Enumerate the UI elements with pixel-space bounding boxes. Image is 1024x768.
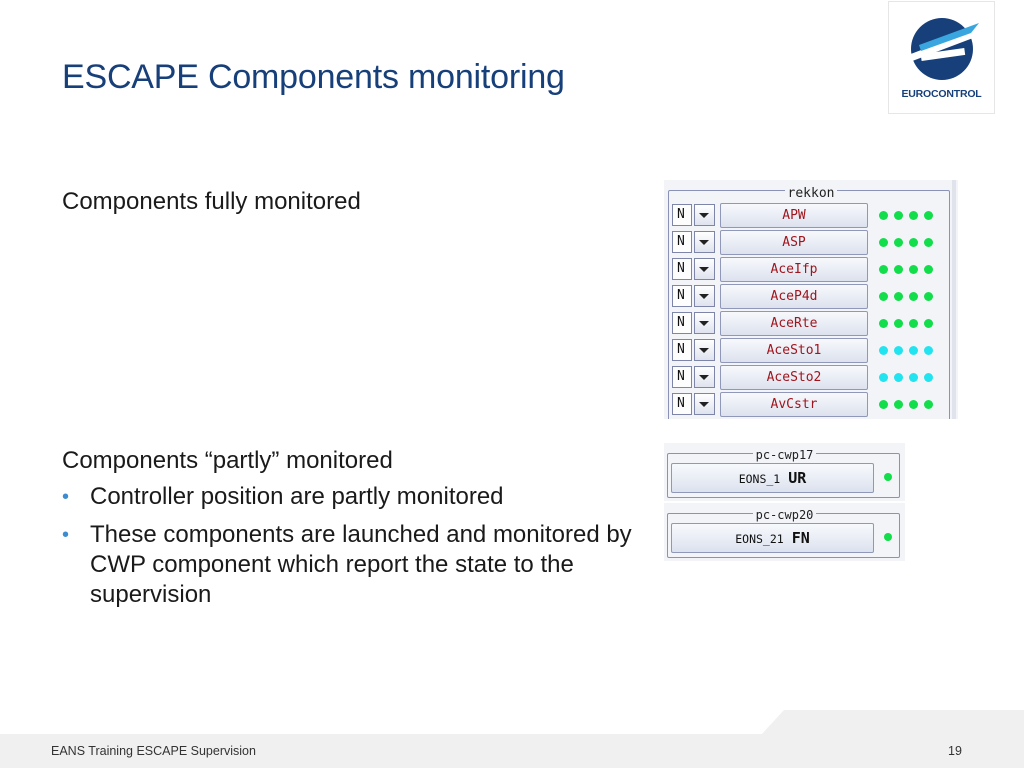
status-led-icon: [894, 265, 903, 274]
cwp-component-button[interactable]: [671, 463, 874, 493]
rekkon-panel: [664, 180, 958, 419]
mode-dropdown-button[interactable]: [694, 393, 715, 415]
status-led-icon: [879, 211, 888, 220]
mode-field[interactable]: N: [672, 258, 692, 280]
fully-monitored-heading: Components fully monitored: [62, 188, 361, 215]
bullet-list: [62, 482, 652, 618]
page-title: ESCAPE Components monitoring: [62, 58, 565, 96]
status-led-icon: [909, 238, 918, 247]
component-row: [672, 392, 944, 419]
component-rows: [672, 203, 944, 419]
status-leds: [879, 400, 939, 410]
mode-dropdown-button[interactable]: [694, 339, 715, 361]
bullet-icon: •: [62, 486, 70, 508]
mode-field[interactable]: N: [672, 231, 692, 253]
eurocontrol-emblem-icon: [901, 11, 983, 87]
status-led-icon: [924, 400, 933, 409]
status-led-icon: [879, 238, 888, 247]
status-led-icon: [879, 319, 888, 328]
status-led-icon: [909, 265, 918, 274]
footer-tab: [760, 710, 1024, 736]
component-row: [672, 203, 944, 230]
chevron-down-icon: [699, 213, 709, 218]
logo-text: EUROCONTROL: [901, 88, 982, 100]
status-led-icon: [909, 211, 918, 220]
panel-title: rekkon: [785, 186, 838, 201]
mode-dropdown-button[interactable]: [694, 285, 715, 307]
mode-field[interactable]: N: [672, 285, 692, 307]
cwp-panel-17: [664, 443, 905, 501]
component-name: EONS_21: [735, 532, 784, 546]
list-item: [62, 520, 652, 610]
status-led-icon: [909, 346, 918, 355]
mode-dropdown-button[interactable]: [694, 366, 715, 388]
status-led-icon: [884, 533, 892, 541]
status-leds: [879, 211, 939, 221]
status-led-icon: [894, 373, 903, 382]
mode-dropdown-button[interactable]: [694, 231, 715, 253]
status-led-icon: [894, 319, 903, 328]
bullet-text: Controller position are partly monitored: [90, 483, 504, 510]
cwp-title: pc-cwp20: [753, 508, 817, 522]
component-button[interactable]: APW: [720, 203, 868, 228]
status-led-icon: [924, 238, 933, 247]
status-leds: [879, 292, 939, 302]
cwp-title: pc-cwp17: [753, 448, 817, 462]
component-button[interactable]: AceIfp: [720, 257, 868, 282]
bullet-text: These components are launched and monitored by CWP component which report the state to the supervision: [90, 521, 632, 608]
component-state: FN: [791, 529, 810, 547]
status-led-icon: [894, 238, 903, 247]
status-leds: [879, 238, 939, 248]
status-led-icon: [924, 319, 933, 328]
chevron-down-icon: [699, 348, 709, 353]
component-row: [672, 284, 944, 311]
status-led-icon: [879, 346, 888, 355]
mode-field[interactable]: N: [672, 312, 692, 334]
component-name: EONS_1: [738, 472, 781, 486]
mode-field[interactable]: N: [672, 366, 692, 388]
component-state: UR: [788, 469, 807, 487]
mode-field[interactable]: N: [672, 339, 692, 361]
component-row: [672, 230, 944, 257]
status-led-icon: [879, 292, 888, 301]
cwp-panel-20: [664, 503, 905, 561]
cwp-component-button[interactable]: [671, 523, 874, 553]
partly-monitored-heading: Components “partly” monitored: [62, 447, 393, 474]
status-led-icon: [894, 211, 903, 220]
list-item: [62, 482, 652, 512]
component-button[interactable]: AceSto2: [720, 365, 868, 390]
component-row: [672, 311, 944, 338]
mode-dropdown-button[interactable]: [694, 204, 715, 226]
mode-field[interactable]: N: [672, 393, 692, 415]
scrollbar[interactable]: [952, 180, 956, 419]
footer-text: EANS Training ESCAPE Supervision: [51, 744, 256, 758]
chevron-down-icon: [699, 240, 709, 245]
chevron-down-icon: [699, 267, 709, 272]
status-led-icon: [909, 319, 918, 328]
eurocontrol-logo: [888, 1, 995, 114]
bullet-icon: •: [62, 524, 70, 546]
component-button[interactable]: AceSto1: [720, 338, 868, 363]
status-led-icon: [924, 211, 933, 220]
status-led-icon: [884, 473, 892, 481]
chevron-down-icon: [699, 375, 709, 380]
mode-dropdown-button[interactable]: [694, 312, 715, 334]
status-led-icon: [909, 292, 918, 301]
status-leds: [879, 373, 939, 383]
mode-dropdown-button[interactable]: [694, 258, 715, 280]
status-led-icon: [879, 373, 888, 382]
component-button[interactable]: AceP4d: [720, 284, 868, 309]
chevron-down-icon: [699, 294, 709, 299]
component-row: [672, 338, 944, 365]
status-led-icon: [894, 400, 903, 409]
status-led-icon: [894, 292, 903, 301]
status-led-icon: [879, 400, 888, 409]
status-led-icon: [894, 346, 903, 355]
status-led-icon: [909, 400, 918, 409]
component-row: [672, 365, 944, 392]
status-leds: [879, 346, 939, 356]
status-led-icon: [924, 292, 933, 301]
status-led-icon: [924, 265, 933, 274]
component-button[interactable]: AceRte: [720, 311, 868, 336]
mode-field[interactable]: N: [672, 204, 692, 226]
page-number: 19: [948, 744, 962, 758]
status-led-icon: [909, 373, 918, 382]
component-button[interactable]: ASP: [720, 230, 868, 255]
component-button[interactable]: AvCstr: [720, 392, 868, 417]
status-led-icon: [924, 373, 933, 382]
status-led-icon: [879, 265, 888, 274]
status-leds: [879, 319, 939, 329]
chevron-down-icon: [699, 321, 709, 326]
status-leds: [879, 265, 939, 275]
chevron-down-icon: [699, 402, 709, 407]
component-row: [672, 257, 944, 284]
status-led-icon: [924, 346, 933, 355]
